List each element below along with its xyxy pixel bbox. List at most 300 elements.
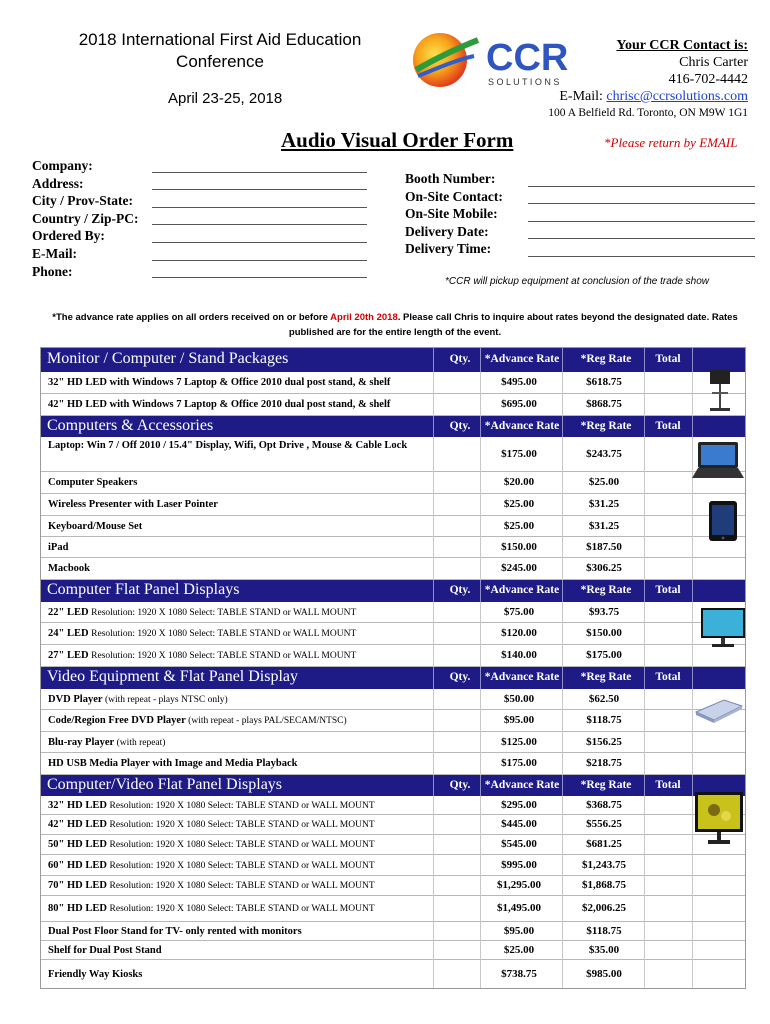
item-description: Wireless Presenter with Laser Pointer	[48, 499, 218, 510]
cell-divider	[644, 689, 645, 710]
total-input[interactable]	[646, 472, 692, 494]
cell-divider	[433, 796, 434, 815]
regular-rate: $62.50	[588, 692, 620, 705]
cell-divider	[644, 558, 645, 580]
regular-rate: $118.75	[586, 714, 622, 726]
cell-divider	[562, 437, 563, 472]
advance-rate: $445.00	[501, 818, 537, 830]
cell-divider	[433, 922, 434, 941]
cell-divider	[562, 494, 563, 516]
regular-rate: $31.25	[588, 519, 620, 532]
header-divider	[433, 580, 434, 602]
country-input-line[interactable]	[152, 224, 367, 225]
section-title: Video Equipment & Flat Panel Display	[47, 668, 299, 685]
column-header-qty: Qty.	[449, 419, 471, 432]
regular-rate: $556.25	[586, 818, 622, 830]
advance-rate: $175.00	[501, 447, 537, 460]
total-input[interactable]	[646, 372, 692, 394]
total-input[interactable]	[646, 732, 692, 753]
advance-rate: $25.00	[503, 498, 535, 510]
header-divider	[692, 580, 693, 602]
cell-divider	[644, 645, 645, 667]
field-label-email: E-Mail:	[32, 245, 77, 261]
table-row	[40, 896, 746, 922]
total-input[interactable]	[646, 516, 692, 537]
table-row	[40, 602, 746, 623]
cell-divider	[480, 876, 481, 896]
dvd-player-image	[694, 694, 744, 729]
item-description-cell	[48, 499, 428, 511]
cell-divider	[480, 855, 481, 876]
cell-divider	[692, 645, 693, 667]
column-header-advance: *Advance Rate	[484, 419, 560, 432]
cell-divider	[433, 558, 434, 580]
item-description: Shelf for Dual Post Stand	[48, 944, 162, 956]
item-description: 32" HD LED	[48, 799, 107, 811]
item-description-cell	[48, 860, 428, 872]
item-note: Resolution: 1920 X 1080 Select: TABLE STAND or WALL MOUNT	[109, 800, 375, 811]
header-divider	[692, 775, 693, 796]
qty-input[interactable]	[434, 394, 480, 416]
qty-input[interactable]	[434, 494, 480, 516]
total-input[interactable]	[646, 645, 692, 667]
cell-divider	[562, 896, 563, 922]
item-note: Resolution: 1920 X 1080 Select: TABLE STAND or WALL MOUNT	[109, 881, 375, 891]
item-note: (with repeat)	[116, 737, 166, 748]
header-divider	[562, 347, 563, 372]
qty-input[interactable]	[434, 602, 480, 623]
advance-rate: $95.00	[503, 714, 535, 726]
qty-input[interactable]	[434, 896, 480, 922]
cell-divider	[433, 855, 434, 876]
cell-divider	[692, 494, 693, 516]
item-description-cell	[48, 440, 428, 452]
advance-rate: $20.00	[503, 476, 535, 488]
item-note: Resolution: 1920 X 1080 Select: TABLE STAND or WALL MOUNT	[109, 820, 375, 830]
table-row	[40, 732, 746, 753]
header-divider	[562, 580, 563, 602]
advance-rate: $1,295.00	[497, 879, 541, 891]
field-label-city: City / Prov-State:	[32, 193, 133, 209]
table-row	[40, 472, 746, 494]
qty-input[interactable]	[434, 815, 480, 835]
header-divider	[433, 416, 434, 437]
cell-divider	[433, 710, 434, 732]
qty-input[interactable]	[434, 689, 480, 710]
large-display-image	[694, 790, 744, 851]
column-header-total: Total	[655, 778, 681, 791]
item-description: 42" HD LED with Windows 7 Laptop & Office 2010 dual post stand, & shelf	[48, 399, 391, 410]
cell-divider	[562, 815, 563, 835]
column-header-advance: *Advance Rate	[484, 778, 560, 791]
total-input[interactable]	[646, 710, 692, 732]
header-divider	[644, 775, 645, 796]
table-row	[40, 537, 746, 558]
column-header-regular: *Reg Rate	[580, 352, 632, 365]
cell-divider	[433, 472, 434, 494]
qty-input[interactable]	[434, 876, 480, 896]
cell-divider	[644, 472, 645, 494]
cell-divider	[644, 710, 645, 732]
header-divider	[562, 667, 563, 689]
total-input[interactable]	[646, 922, 692, 941]
item-description: 32" HD LED with Windows 7 Laptop & Office 2010 dual post stand, & shelf	[48, 377, 391, 388]
item-note: Resolution: 1920 X 1080 Select: TABLE STAND or WALL MOUNT	[109, 860, 375, 871]
regular-rate: $31.25	[588, 498, 620, 510]
total-input[interactable]	[646, 753, 692, 775]
column-header-qty: Qty.	[449, 778, 471, 791]
advance-rate: $140.00	[501, 649, 537, 661]
column-header-regular: *Reg Rate	[580, 419, 632, 432]
city-input-line[interactable]	[152, 207, 367, 208]
qty-input[interactable]	[434, 922, 480, 941]
column-header-regular: *Reg Rate	[580, 584, 632, 596]
cell-divider	[562, 602, 563, 623]
cell-divider	[433, 623, 434, 645]
cell-divider	[480, 732, 481, 753]
total-input[interactable]	[646, 437, 692, 472]
qty-input[interactable]	[434, 623, 480, 645]
regular-rate: $2,006.25	[582, 902, 626, 914]
table-row	[40, 835, 746, 855]
ordered-by-input-line[interactable]	[152, 242, 367, 243]
item-description-cell	[48, 477, 428, 489]
total-input[interactable]	[646, 394, 692, 416]
contact-address: 100 A Belfield Rd. Toronto, ON M9W 1G1	[548, 107, 748, 119]
regular-rate: $35.00	[588, 943, 620, 956]
item-description-cell	[48, 607, 428, 619]
cell-divider	[562, 876, 563, 896]
field-label-country: Country / Zip-PC:	[32, 210, 139, 226]
cell-divider	[562, 835, 563, 855]
cell-divider	[562, 960, 563, 989]
cell-divider	[644, 855, 645, 876]
regular-rate: $243.75	[586, 447, 622, 460]
logo-subtext: S O L U T I O N S	[488, 77, 560, 87]
table-row	[40, 941, 746, 960]
table-row	[40, 516, 746, 537]
cell-divider	[644, 876, 645, 896]
regular-rate: $150.00	[586, 627, 622, 639]
cell-divider	[480, 689, 481, 710]
booth-input-line[interactable]	[528, 186, 755, 187]
regular-rate: $156.25	[586, 735, 622, 748]
item-description: 80" HD LED	[48, 903, 107, 914]
header-divider	[644, 347, 645, 372]
item-description-cell	[48, 839, 428, 851]
item-description-cell	[48, 800, 428, 812]
regular-rate: $868.75	[586, 398, 622, 410]
qty-input[interactable]	[434, 437, 480, 472]
cell-divider	[644, 732, 645, 753]
advance-note-text-b: . Please call Chris to inquire about rates beyond the designated date. Rates published are for the entire length of the event.	[288, 312, 738, 338]
company-input-line[interactable]	[152, 172, 367, 173]
item-description: 70" HD LED	[48, 880, 107, 891]
advance-rate: $995.00	[501, 858, 537, 871]
regular-rate: $25.00	[588, 476, 620, 488]
item-description: Laptop: Win 7 / Off 2010 / 15.4" Display, Wifi, Opt Drive , Mouse & Cable Lock	[48, 440, 408, 451]
item-note: Resolution: 1920 X 1080 Select: TABLE STAND or WALL MOUNT	[109, 904, 375, 914]
table-row	[40, 922, 746, 941]
onsite-mobile-input-line[interactable]	[528, 221, 755, 222]
cell-divider	[692, 710, 693, 732]
column-header-total: Total	[655, 352, 681, 365]
regular-rate: $985.00	[586, 967, 622, 980]
cell-divider	[644, 394, 645, 416]
cell-divider	[692, 835, 693, 855]
table-row	[40, 394, 746, 416]
table-row	[40, 815, 746, 835]
cell-divider	[433, 732, 434, 753]
item-description: DVD Player	[48, 693, 103, 705]
advance-rate: $245.00	[501, 562, 537, 574]
item-description: Code/Region Free DVD Player	[48, 715, 186, 726]
table-row	[40, 796, 746, 815]
item-description-cell	[48, 650, 428, 662]
item-description-cell	[48, 926, 428, 938]
cell-divider	[480, 753, 481, 775]
cell-divider	[562, 623, 563, 645]
column-header-regular: *Reg Rate	[580, 778, 632, 791]
total-input[interactable]	[646, 623, 692, 645]
cell-divider	[644, 896, 645, 922]
cell-divider	[644, 941, 645, 960]
total-input[interactable]	[646, 602, 692, 623]
cell-divider	[562, 796, 563, 815]
total-input[interactable]	[646, 815, 692, 835]
onsite-contact-input-line[interactable]	[528, 203, 755, 204]
qty-input[interactable]	[434, 558, 480, 580]
contact-email-line	[548, 88, 748, 105]
cell-divider	[480, 537, 481, 558]
total-input[interactable]	[646, 689, 692, 710]
item-note: (with repeat - plays NTSC only)	[104, 694, 228, 705]
qty-input[interactable]	[434, 732, 480, 753]
total-input[interactable]	[646, 896, 692, 922]
cell-divider	[562, 941, 563, 960]
total-input[interactable]	[646, 960, 692, 989]
item-description-cell	[48, 563, 428, 575]
total-input[interactable]	[646, 835, 692, 855]
cell-divider	[644, 922, 645, 941]
field-label-company: Company:	[32, 158, 93, 173]
cell-divider	[433, 835, 434, 855]
qty-input[interactable]	[434, 960, 480, 989]
cell-divider	[562, 753, 563, 775]
cell-divider	[480, 472, 481, 494]
table-row	[40, 876, 746, 896]
cell-divider	[480, 645, 481, 667]
phone-input-line[interactable]	[152, 277, 367, 278]
cell-divider	[480, 835, 481, 855]
advance-rate: $695.00	[501, 398, 537, 410]
qty-input[interactable]	[434, 645, 480, 667]
cell-divider	[433, 645, 434, 667]
cell-divider	[644, 753, 645, 775]
monitor-stand-image	[700, 368, 736, 417]
pickup-note: *CCR will pickup equipment at conclusion of the trade show	[445, 276, 710, 287]
cell-divider	[562, 645, 563, 667]
cell-divider	[433, 753, 434, 775]
total-input[interactable]	[646, 796, 692, 815]
section-header	[40, 416, 746, 437]
advance-rate: $25.00	[503, 519, 535, 532]
cell-divider	[692, 372, 693, 394]
item-description: 50" HD LED	[48, 839, 107, 850]
header-divider	[433, 667, 434, 689]
item-note: Resolution: 1920 X 1080 Select: TABLE STAND or WALL MOUNT	[109, 840, 375, 850]
qty-input[interactable]	[434, 753, 480, 775]
qty-input[interactable]	[434, 941, 480, 960]
section-header	[40, 347, 746, 372]
cell-divider	[644, 623, 645, 645]
field-label-ordered-by: Ordered By:	[32, 228, 105, 244]
total-input[interactable]	[646, 494, 692, 516]
cell-divider	[433, 941, 434, 960]
cell-divider	[692, 855, 693, 876]
item-description: iPad	[48, 541, 69, 553]
table-row	[40, 645, 746, 667]
item-description-cell	[48, 737, 428, 749]
cell-divider	[480, 941, 481, 960]
cell-divider	[480, 394, 481, 416]
item-description: Dual Post Floor Stand for TV- only rented with monitors	[48, 925, 302, 937]
qty-input[interactable]	[434, 855, 480, 876]
delivery-time-input-line[interactable]	[528, 256, 755, 257]
cell-divider	[692, 602, 693, 623]
qty-input[interactable]	[434, 516, 480, 537]
cell-divider	[562, 855, 563, 876]
cell-divider	[480, 516, 481, 537]
item-description: 22" LED	[48, 606, 89, 618]
qty-input[interactable]	[434, 835, 480, 855]
cell-divider	[692, 689, 693, 710]
cell-divider	[433, 602, 434, 623]
regular-rate: $1,243.75	[582, 858, 626, 871]
item-description-cell	[48, 880, 428, 892]
regular-rate: $618.75	[586, 376, 622, 388]
field-label-address: Address:	[32, 175, 84, 191]
column-header-advance: *Advance Rate	[484, 352, 560, 365]
cell-divider	[433, 516, 434, 537]
contact-heading: Your CCR Contact is:	[616, 38, 748, 53]
table-row	[40, 623, 746, 645]
column-header-advance: *Advance Rate	[484, 584, 560, 596]
item-description-cell	[48, 758, 428, 770]
cell-divider	[692, 623, 693, 645]
cell-divider	[562, 537, 563, 558]
cell-divider	[692, 753, 693, 775]
address-input-line[interactable]	[152, 189, 367, 190]
section-title: Monitor / Computer / Stand Packages	[47, 349, 289, 367]
regular-rate: $218.75	[586, 757, 622, 769]
cell-divider	[433, 876, 434, 896]
email-input-line[interactable]	[152, 260, 367, 261]
advance-rate: $738.75	[501, 967, 537, 980]
advance-rate-note	[50, 310, 740, 340]
section-header	[40, 667, 746, 689]
cell-divider	[562, 922, 563, 941]
contact-block	[548, 37, 748, 122]
item-note: (with repeat - plays PAL/SECAM/NTSC)	[188, 716, 347, 726]
advance-rate: $95.00	[503, 924, 535, 937]
cell-divider	[562, 372, 563, 394]
cell-divider	[692, 516, 693, 537]
header-divider	[562, 416, 563, 437]
advance-rate: $150.00	[501, 540, 537, 553]
cell-divider	[692, 796, 693, 815]
advance-note-date: April 20th 2018	[330, 312, 398, 323]
cell-divider	[480, 558, 481, 580]
qty-input[interactable]	[434, 796, 480, 815]
column-header-advance: *Advance Rate	[484, 671, 560, 683]
cell-divider	[644, 602, 645, 623]
advance-rate: $545.00	[501, 838, 537, 850]
cell-divider	[692, 558, 693, 580]
company-fields	[32, 157, 139, 280]
cell-divider	[692, 394, 693, 416]
regular-rate: $175.00	[586, 649, 622, 661]
column-header-total: Total	[655, 671, 681, 683]
total-input[interactable]	[646, 537, 692, 558]
cell-divider	[644, 437, 645, 472]
column-header-total: Total	[655, 584, 681, 596]
qty-input[interactable]	[434, 710, 480, 732]
cell-divider	[433, 896, 434, 922]
table-row	[40, 753, 746, 775]
qty-input[interactable]	[434, 537, 480, 558]
delivery-date-input-line[interactable]	[528, 238, 755, 239]
conference-title: 2018 International First Aid Education Conference	[78, 30, 362, 71]
cell-divider	[562, 710, 563, 732]
item-description: Macbook	[48, 563, 90, 574]
advance-rate: $125.00	[501, 735, 537, 748]
cell-divider	[480, 623, 481, 645]
cell-divider	[433, 815, 434, 835]
advance-note-text-a: *The advance rate applies on all orders received on or before	[52, 312, 331, 323]
conference-dates: April 23-25, 2018	[168, 90, 283, 107]
total-input[interactable]	[646, 941, 692, 960]
cell-divider	[562, 472, 563, 494]
regular-rate: $306.25	[586, 562, 622, 574]
table-row	[40, 855, 746, 876]
cell-divider	[480, 815, 481, 835]
qty-input[interactable]	[434, 372, 480, 394]
total-input[interactable]	[646, 876, 692, 896]
cell-divider	[692, 941, 693, 960]
cell-divider	[692, 896, 693, 922]
total-input[interactable]	[646, 855, 692, 876]
advance-rate: $75.00	[503, 605, 535, 618]
header-divider	[692, 347, 693, 372]
item-description-cell	[48, 969, 428, 981]
total-input[interactable]	[646, 558, 692, 580]
field-label-onsite-contact: On-Site Contact:	[405, 188, 503, 204]
item-description: Keyboard/Mouse Set	[48, 520, 143, 532]
contact-email-link[interactable]: chrisc@ccrsolutions.com	[606, 89, 748, 104]
item-description-cell	[48, 945, 428, 957]
item-description: Computer Speakers	[48, 477, 138, 488]
flat-panel-image	[700, 606, 746, 655]
cell-divider	[480, 494, 481, 516]
qty-input[interactable]	[434, 472, 480, 494]
cell-divider	[433, 372, 434, 394]
table-row	[40, 494, 746, 516]
table-row	[40, 437, 746, 472]
field-label-delivery-time: Delivery Time:	[405, 241, 492, 257]
cell-divider	[480, 372, 481, 394]
cell-divider	[433, 494, 434, 516]
